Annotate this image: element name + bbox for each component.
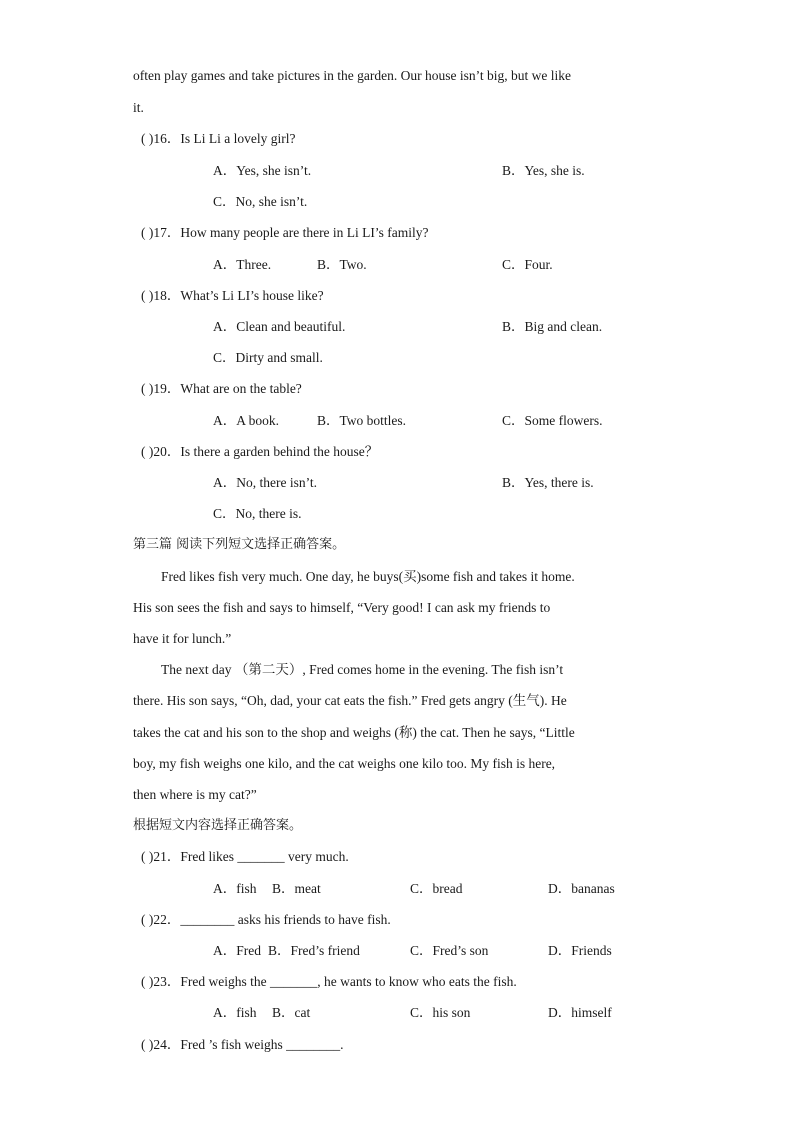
option-a: A．A book. (213, 413, 280, 428)
option-a: A．Clean and beautiful. (213, 319, 346, 334)
question-19: ( )19．What are on the table? (141, 381, 302, 396)
passage-line: it. (133, 100, 144, 115)
passage-line: often play games and take pictures in the garden. Our house isn’t big, but we like (133, 68, 572, 83)
option-d: D．Friends (548, 943, 612, 958)
option-b: B．meat (272, 881, 321, 896)
question-22: ( )22．________ asks his friends to have fish. (141, 912, 391, 927)
option-c: C．No, she isn’t. (213, 194, 308, 209)
option-a: A．fish (213, 881, 257, 896)
question-23: ( )23．Fred weighs the _______, he wants to know who eats the fish. (141, 974, 517, 989)
option-b: B．Two. (317, 257, 367, 272)
option-a: A．Three. (213, 257, 272, 272)
passage-line: Fred likes fish very much. One day, he buys(买)some fish and takes it home. (161, 569, 575, 584)
option-d: D．bananas (548, 881, 615, 896)
option-c: C．Some flowers. (502, 413, 603, 428)
option-c: C．No, there is. (213, 506, 302, 521)
option-c: C．Fred’s son (410, 943, 489, 958)
question-16: ( )16．Is Li Li a lovely girl? (141, 131, 296, 146)
passage-line: boy, my fish weighs one kilo, and the cat weighs one kilo too. My fish is here, (133, 756, 556, 771)
option-a: A．Yes, she isn’t. (213, 163, 312, 178)
option-c: C．Four. (502, 257, 553, 272)
passage-line: have it for lunch.” (133, 631, 232, 646)
option-a: A．No, there isn’t. (213, 475, 317, 490)
option-b: B．Yes, there is. (502, 475, 594, 490)
question-20: ( )20．Is there a garden behind the house？ (141, 444, 379, 459)
option-b: B．Big and clean. (502, 319, 603, 334)
passage-line: The next day （第二天）, Fred comes home in the evening. The fish isn’t (161, 662, 564, 677)
instruction: 根据短文内容选择正确答案。 (133, 818, 303, 833)
passage-line: His son sees the fish and says to himself, “Very good! I can ask my friends to (133, 600, 551, 615)
question-18: ( )18．What’s Li LI’s house like? (141, 288, 324, 303)
section-heading: 第三篇 阅读下列短文选择正确答案。 (133, 537, 346, 552)
option-c: C．his son (410, 1005, 471, 1020)
option-b: B．cat (272, 1005, 311, 1020)
option-b: B．Two bottles. (317, 413, 407, 428)
option-c: C．Dirty and small. (213, 350, 323, 365)
passage-line: there. His son says, “Oh, dad, your cat eats the fish.” Fred gets angry (生气). He (133, 693, 567, 708)
passage-line: then where is my cat?” (133, 787, 257, 802)
option-d: D．himself (548, 1005, 612, 1020)
question-21: ( )21．Fred likes _______ very much. (141, 849, 349, 864)
option-a: A．fish (213, 1005, 257, 1020)
option-a: A．Fred (213, 943, 261, 958)
passage-line: takes the cat and his son to the shop and weighs (称) the cat. Then he says, “Little (133, 725, 575, 740)
option-b: B．Yes, she is. (502, 163, 585, 178)
option-b: B．Fred’s friend (268, 943, 360, 958)
question-17: ( )17．How many people are there in Li LI’s family? (141, 225, 429, 240)
option-c: C．bread (410, 881, 463, 896)
question-24: ( )24．Fred ’s fish weighs ________. (141, 1037, 344, 1052)
